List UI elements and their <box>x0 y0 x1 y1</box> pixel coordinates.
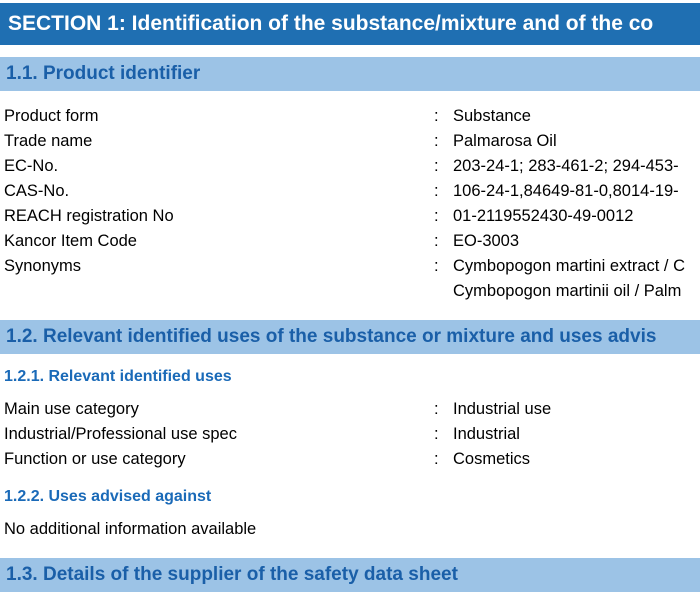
field-value: 01-2119552430-49-0012 <box>453 207 634 225</box>
field-label: Trade name <box>4 132 93 150</box>
field-label: Kancor Item Code <box>4 232 137 250</box>
section-1-header: SECTION 1: Identification of the substance/mixture and of the co <box>0 3 700 45</box>
subsection-1-3-header: 1.3. Details of the supplier of the safety data sheet <box>0 558 700 592</box>
uses-advised-against-text: No additional information available <box>4 520 257 538</box>
field-value: EO-3003 <box>453 232 520 250</box>
product-form-row <box>0 104 700 129</box>
field-separator: : <box>434 132 439 150</box>
field-separator: : <box>434 450 439 468</box>
field-value: Industrial use <box>453 400 552 418</box>
field-value: 203-24-1; 283-461-2; 294-453- <box>453 157 679 175</box>
field-label: Product form <box>4 107 99 125</box>
subsection-1-2-header: 1.2. Relevant identified uses of the substance or mixture and uses advis <box>0 320 700 354</box>
field-separator: : <box>434 157 439 175</box>
trade-name-row <box>0 129 700 154</box>
field-separator: : <box>434 182 439 200</box>
field-value: 106-24-1,84649-81-0,8014-19- <box>453 182 679 200</box>
subsection-1-1-header: 1.1. Product identifier <box>0 57 700 91</box>
field-value: Industrial <box>453 425 520 443</box>
field-value: Cosmetics <box>453 450 531 468</box>
field-label: REACH registration No <box>4 207 174 225</box>
field-label: Synonyms <box>4 257 82 275</box>
field-separator: : <box>434 207 439 225</box>
field-value: Cymbopogon martini extract / C <box>453 257 686 275</box>
field-separator: : <box>434 257 439 275</box>
field-value: Palmarosa Oil <box>453 132 557 150</box>
field-label: EC-No. <box>4 157 59 175</box>
subsection-1-2-1-title: 1.2.1. Relevant identified uses <box>4 368 232 385</box>
reach-registration-row <box>0 204 700 229</box>
synonyms-row <box>0 254 700 279</box>
field-separator: : <box>434 425 439 443</box>
field-value: Cymbopogon martinii oil / Palm <box>453 282 682 300</box>
ec-no-row <box>0 154 700 179</box>
field-separator: : <box>434 232 439 250</box>
field-separator: : <box>434 400 439 418</box>
cas-no-row <box>0 179 700 204</box>
industrial-professional-use-row <box>0 422 700 447</box>
field-value: Substance <box>453 107 531 125</box>
main-use-category-row <box>0 397 700 422</box>
subsection-1-2-2-title: 1.2.2. Uses advised against <box>4 488 212 505</box>
field-label: Industrial/Professional use spec <box>4 425 237 443</box>
field-label: Main use category <box>4 400 139 418</box>
kancor-item-code-row <box>0 229 700 254</box>
field-separator: : <box>434 107 439 125</box>
synonyms-row-continued <box>0 279 700 304</box>
field-label: CAS-No. <box>4 182 70 200</box>
function-use-category-row <box>0 447 700 472</box>
field-label: Function or use category <box>4 450 186 468</box>
